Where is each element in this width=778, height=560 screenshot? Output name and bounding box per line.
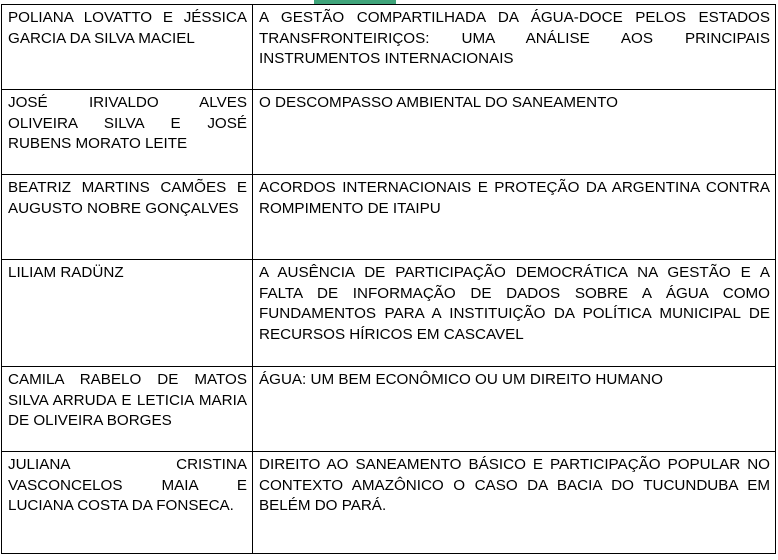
title-cell: DIREITO AO SANEAMENTO BÁSICO E PARTICIPAÇÃO POPULAR NO CONTEXTO AMAZÔNICO O CASO DA BACIA DO TUCUNDUBA EM BELÉM DO PARÁ. — [253, 452, 776, 554]
title-cell: A AUSÊNCIA DE PARTICIPAÇÃO DEMOCRÁTICA NA GESTÃO E A FALTA DE INFORMAÇÃO DE DADOS SOBRE A ÁGUA COMO FUNDAMENTOS PARA A INSTITUIÇÃO DA POLÍTICA MUNICIPAL DE RECURSOS HÍRICOS EM CASCAVEL — [253, 260, 776, 367]
title-cell: A GESTÃO COMPARTILHADA DA ÁGUA-DOCE PELOS ESTADOS TRANSFRONTEIRIÇOS: UMA ANÁLISE AOS PRINCIPAIS INSTRUMENTOS INTERNACIONAIS — [253, 5, 776, 90]
table-row — [2, 175, 776, 260]
table-row — [2, 260, 776, 367]
author-cell: BEATRIZ MARTINS CAMÕES E AUGUSTO NOBRE GONÇALVES — [2, 175, 253, 260]
author-cell: JOSÉ IRIVALDO ALVES OLIVEIRA SILVA E JOSÉ RUBENS MORATO LEITE — [2, 90, 253, 175]
table-row — [2, 452, 776, 554]
author-cell: CAMILA RABELO DE MATOS SILVA ARRUDA E LETICIA MARIA DE OLIVEIRA BORGES — [2, 367, 253, 452]
table-row — [2, 5, 776, 90]
author-cell: POLIANA LOVATTO E JÉSSICA GARCIA DA SILVA MACIEL — [2, 5, 253, 90]
author-cell: JULIANA CRISTINA VASCONCELOS MAIA E LUCIANA COSTA DA FONSECA. — [2, 452, 253, 554]
table-row — [2, 367, 776, 452]
title-cell: ÁGUA: UM BEM ECONÔMICO OU UM DIREITO HUMANO — [253, 367, 776, 452]
title-cell: ACORDOS INTERNACIONAIS E PROTEÇÃO DA ARGENTINA CONTRA ROMPIMENTO DE ITAIPU — [253, 175, 776, 260]
papers-table — [1, 4, 776, 554]
table-row — [2, 90, 776, 175]
author-cell: LILIAM RADÜNZ — [2, 260, 253, 367]
title-cell: O DESCOMPASSO AMBIENTAL DO SANEAMENTO — [253, 90, 776, 175]
